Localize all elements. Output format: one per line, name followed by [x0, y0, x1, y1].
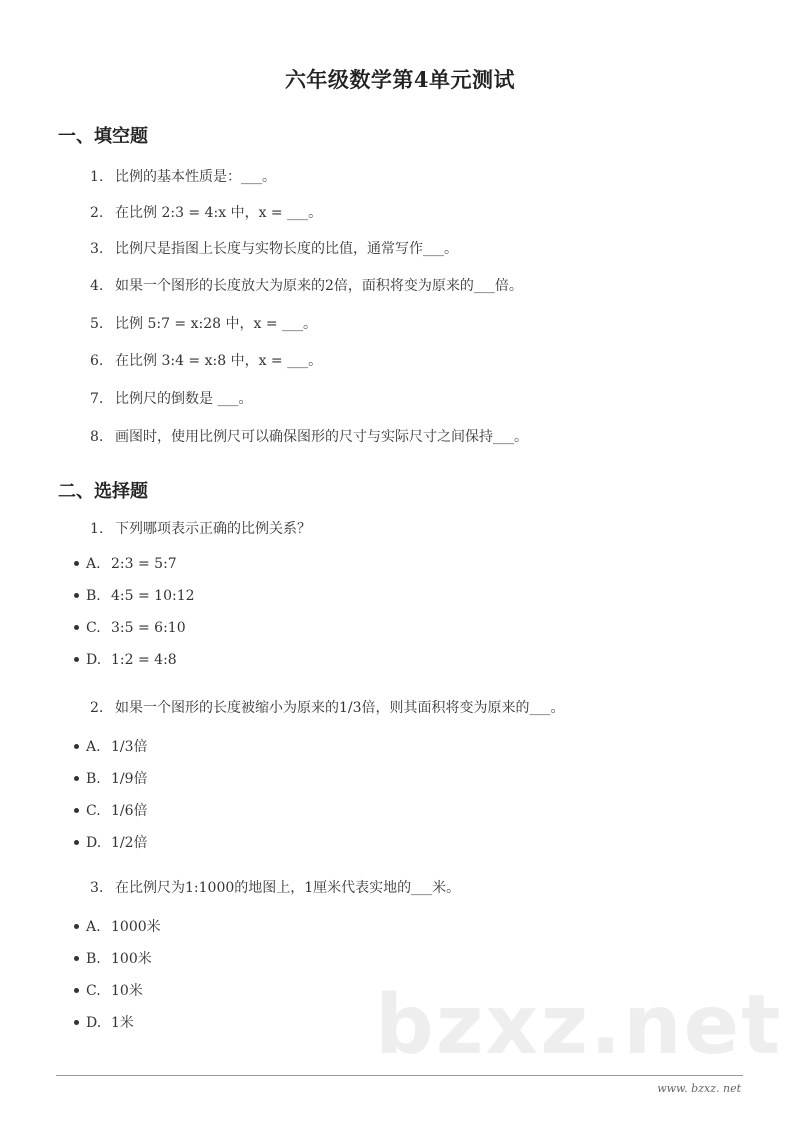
choice-3-option-c [74, 980, 143, 1000]
choice-2-option-b [74, 768, 148, 788]
fill-blank-question-3 [90, 238, 458, 258]
section-heading-multiple-choice: 二、选择题 [58, 481, 148, 502]
bullet-icon [74, 776, 79, 781]
question-number: 5. [90, 316, 104, 332]
option-text: 1/2倍 [111, 835, 148, 851]
fill-blank-question-6 [90, 350, 322, 370]
option-letter: C. [86, 620, 101, 636]
option-letter: B. [86, 588, 101, 604]
question-number: 3. [90, 880, 104, 896]
choice-2-option-a [74, 736, 148, 756]
option-letter: B. [86, 771, 101, 787]
option-letter: A. [86, 919, 101, 935]
option-text: 3:5 = 6:10 [111, 620, 186, 636]
question-text: 在比例 2:3 = 4:x 中，x = ___。 [115, 205, 323, 221]
question-number: 3. [90, 241, 104, 257]
choice-1-option-d [74, 652, 177, 668]
bullet-icon [74, 625, 79, 630]
option-text: 10米 [111, 983, 143, 999]
choice-question-1 [90, 518, 311, 538]
bullet-icon [74, 593, 79, 598]
question-number: 8. [90, 429, 104, 445]
option-text: 1000米 [111, 919, 161, 935]
fill-blank-question-1 [90, 166, 276, 186]
bullet-icon [74, 1020, 79, 1025]
choice-question-2 [90, 697, 565, 717]
option-text: 1/3倍 [111, 739, 148, 755]
question-text: 画图时，使用比例尺可以确保图形的尺寸与实际尺寸之间保持___。 [115, 429, 528, 445]
question-text: 比例的基本性质是：___。 [115, 169, 276, 185]
question-text: 在比例 3:4 = x:8 中，x = ___。 [115, 353, 323, 369]
option-text: 2:3 = 5:7 [111, 556, 177, 572]
choice-2-option-c [74, 800, 148, 820]
question-text: 比例尺的倒数是 ___。 [115, 391, 253, 407]
option-text: 1:2 = 4:8 [111, 652, 177, 668]
option-text: 1/6倍 [111, 803, 148, 819]
option-text: 4:5 = 10:12 [111, 588, 195, 604]
footer-url: www. bzxz. net [657, 1082, 741, 1095]
option-text: 100米 [111, 951, 152, 967]
option-letter: C. [86, 983, 101, 999]
choice-1-option-b [74, 588, 195, 604]
question-text: 比例尺是指图上长度与实物长度的比值，通常写作___。 [115, 241, 458, 257]
question-number: 6. [90, 353, 104, 369]
question-text: 如果一个图形的长度被缩小为原来的1/3倍，则其面积将变为原来的___。 [115, 700, 565, 716]
choice-3-option-a [74, 916, 161, 936]
option-letter: B. [86, 951, 101, 967]
option-letter: D. [86, 652, 102, 668]
footer-divider [56, 1075, 743, 1076]
option-letter: C. [86, 803, 101, 819]
bullet-icon [74, 744, 79, 749]
option-letter: D. [86, 1015, 102, 1031]
fill-blank-question-5 [90, 313, 317, 333]
question-number: 1. [90, 169, 104, 185]
option-letter: A. [86, 556, 101, 572]
section-heading-fill-blank: 一、填空题 [58, 126, 148, 147]
choice-3-option-b [74, 948, 152, 968]
question-text: 比例 5:7 = x:28 中，x = ___。 [115, 316, 318, 332]
bullet-icon [74, 924, 79, 929]
fill-blank-question-8 [90, 426, 528, 446]
question-number: 4. [90, 278, 104, 294]
option-letter: D. [86, 835, 102, 851]
option-letter: A. [86, 739, 101, 755]
option-text: 1米 [111, 1015, 134, 1031]
bullet-icon [74, 561, 79, 566]
choice-3-option-d [74, 1012, 134, 1032]
fill-blank-question-2 [90, 202, 322, 222]
choice-1-option-c [74, 620, 186, 636]
question-number: 7. [90, 391, 104, 407]
choice-2-option-d [74, 832, 148, 852]
question-number: 1. [90, 521, 104, 537]
option-text: 1/9倍 [111, 771, 148, 787]
question-text: 在比例尺为1:1000的地图上，1厘米代表实地的___米。 [115, 880, 461, 896]
bullet-icon [74, 840, 79, 845]
bullet-icon [74, 657, 79, 662]
question-text: 下列哪项表示正确的比例关系？ [115, 521, 311, 537]
question-text: 如果一个图形的长度放大为原来的2倍，面积将变为原来的___倍。 [115, 278, 523, 294]
page-title: 六年级数学第4单元测试 [284, 67, 516, 92]
fill-blank-question-4 [90, 275, 523, 295]
bullet-icon [74, 808, 79, 813]
watermark: bzxz.net [375, 978, 783, 1073]
choice-question-3 [90, 877, 460, 897]
question-number: 2. [90, 700, 104, 716]
choice-1-option-a [74, 556, 177, 572]
bullet-icon [74, 956, 79, 961]
question-number: 2. [90, 205, 104, 221]
bullet-icon [74, 988, 79, 993]
fill-blank-question-7 [90, 388, 252, 408]
